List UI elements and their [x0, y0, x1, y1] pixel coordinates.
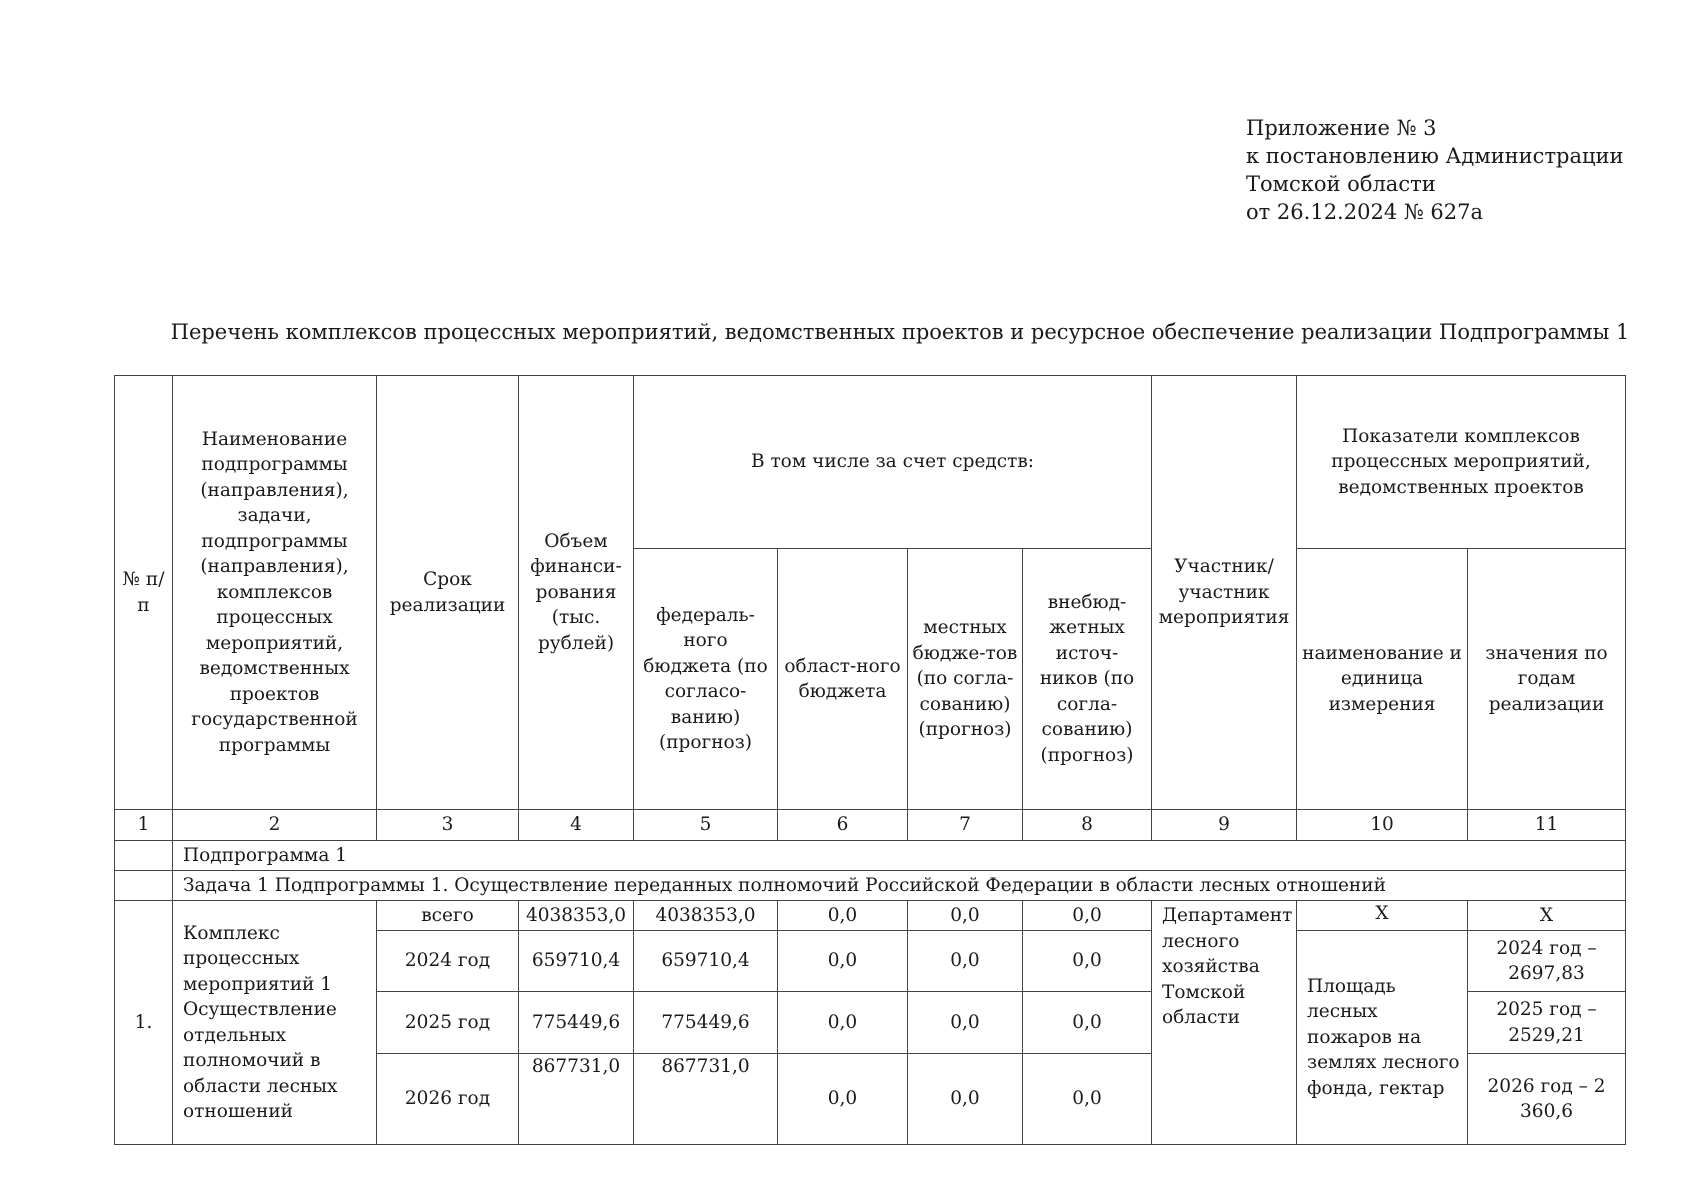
appendix-line: от 26.12.2024 № 627а — [1246, 200, 1483, 224]
period-cell: всего — [377, 901, 519, 931]
task-label: Задача 1 Подпрограммы 1. Осуществление переданных полномочий Российской Федерации в области лесных отношений — [173, 871, 1626, 901]
column-number: 6 — [778, 810, 908, 841]
header-period: Срок реализации — [377, 376, 519, 810]
empty-cell — [115, 871, 173, 901]
subprogram-row — [115, 841, 1626, 871]
header-num: № п/п — [115, 376, 173, 810]
appendix-block — [1246, 114, 1624, 226]
regional-cell: 0,0 — [778, 1054, 908, 1145]
extra-cell: 0,0 — [1023, 1054, 1152, 1145]
column-number: 5 — [634, 810, 778, 841]
regional-cell: 0,0 — [778, 931, 908, 992]
extra-cell: 0,0 — [1023, 901, 1152, 931]
column-number-row — [115, 810, 1626, 841]
column-number: 3 — [377, 810, 519, 841]
appendix-line: Приложение № 3 — [1246, 116, 1437, 140]
extra-cell: 0,0 — [1023, 992, 1152, 1054]
column-number: 9 — [1152, 810, 1297, 841]
participant-cell: Департамент лесного хозяйства Томской области — [1152, 901, 1297, 1145]
period-cell: 2025 год — [377, 992, 519, 1054]
header-local: местных бюдже-тов (по согла-сованию) (прогноз) — [908, 549, 1023, 810]
indicator-value-cell: 2024 год – 2697,83 — [1468, 931, 1626, 992]
column-number: 7 — [908, 810, 1023, 841]
row-number: 1. — [115, 901, 173, 1145]
column-number: 11 — [1468, 810, 1626, 841]
column-number: 1 — [115, 810, 173, 841]
task-row — [115, 871, 1626, 901]
local-cell: 0,0 — [908, 1054, 1023, 1145]
federal-cell: 775449,6 — [634, 992, 778, 1054]
header-extra: внебюд-жетных источ-ников (по согла-сованию) (прогноз) — [1023, 549, 1152, 810]
document-title: Перечень комплексов процессных мероприятий, ведомственных проектов и ресурсное обеспечение реализации Подпрограммы 1 — [170, 320, 1630, 344]
column-number: 2 — [173, 810, 377, 841]
complex-name: Комплекс процессных мероприятий 1 Осуществление отдельных полномочий в области лесных отношений — [173, 901, 377, 1145]
column-number: 10 — [1297, 810, 1468, 841]
appendix-line: Томской области — [1246, 172, 1436, 196]
empty-cell — [115, 841, 173, 871]
indicator-name-cell: Х — [1297, 901, 1468, 931]
volume-cell: 659710,4 — [519, 931, 634, 992]
column-number: 4 — [519, 810, 634, 841]
federal-cell: 4038353,0 — [634, 901, 778, 931]
indicator-name-cell: Площадь лесных пожаров на землях лесного фонда, гектар — [1297, 931, 1468, 1145]
local-cell: 0,0 — [908, 901, 1023, 931]
header-volume: Объем финанси-рования (тыс. рублей) — [519, 376, 634, 810]
header-indicators-group: Показатели комплексов процессных мероприятий, ведомственных проектов — [1297, 376, 1626, 549]
regional-cell: 0,0 — [778, 992, 908, 1054]
column-number: 8 — [1023, 810, 1152, 841]
regional-cell: 0,0 — [778, 901, 908, 931]
header-ind-values: значения по годам реализации — [1468, 549, 1626, 810]
program-table — [114, 375, 1626, 1145]
header-participant: Участник/ участник мероприятия — [1152, 376, 1297, 810]
period-cell: 2026 год — [377, 1054, 519, 1145]
indicator-value-cell: Х — [1468, 901, 1626, 931]
header-name: Наименование подпрограммы (направления), задачи, подпрограммы (направления), комплексов процессных мероприятий, ведомственных проектов государственной программы — [173, 376, 377, 810]
indicator-value-cell: 2026 год – 2 360,6 — [1468, 1054, 1626, 1145]
header-regional: област-ного бюджета — [778, 549, 908, 810]
indicator-value-cell: 2025 год – 2529,21 — [1468, 992, 1626, 1054]
subprogram-label: Подпрограмма 1 — [173, 841, 1626, 871]
header-sources-group: В том числе за счет средств: — [634, 376, 1152, 549]
period-cell: 2024 год — [377, 931, 519, 992]
header-ind-name: наименование и единица измерения — [1297, 549, 1468, 810]
header-row — [115, 376, 1626, 549]
appendix-line: к постановлению Администрации — [1246, 144, 1624, 168]
volume-cell: 775449,6 — [519, 992, 634, 1054]
header-federal: федераль-ного бюджета (по согласо-ванию) (прогноз) — [634, 549, 778, 810]
federal-cell: 659710,4 — [634, 931, 778, 992]
volume-cell: 867731,0 — [519, 1054, 634, 1145]
local-cell: 0,0 — [908, 992, 1023, 1054]
table-row — [115, 901, 1626, 931]
volume-cell: 4038353,0 — [519, 901, 634, 931]
local-cell: 0,0 — [908, 931, 1023, 992]
extra-cell: 0,0 — [1023, 931, 1152, 992]
federal-cell: 867731,0 — [634, 1054, 778, 1145]
